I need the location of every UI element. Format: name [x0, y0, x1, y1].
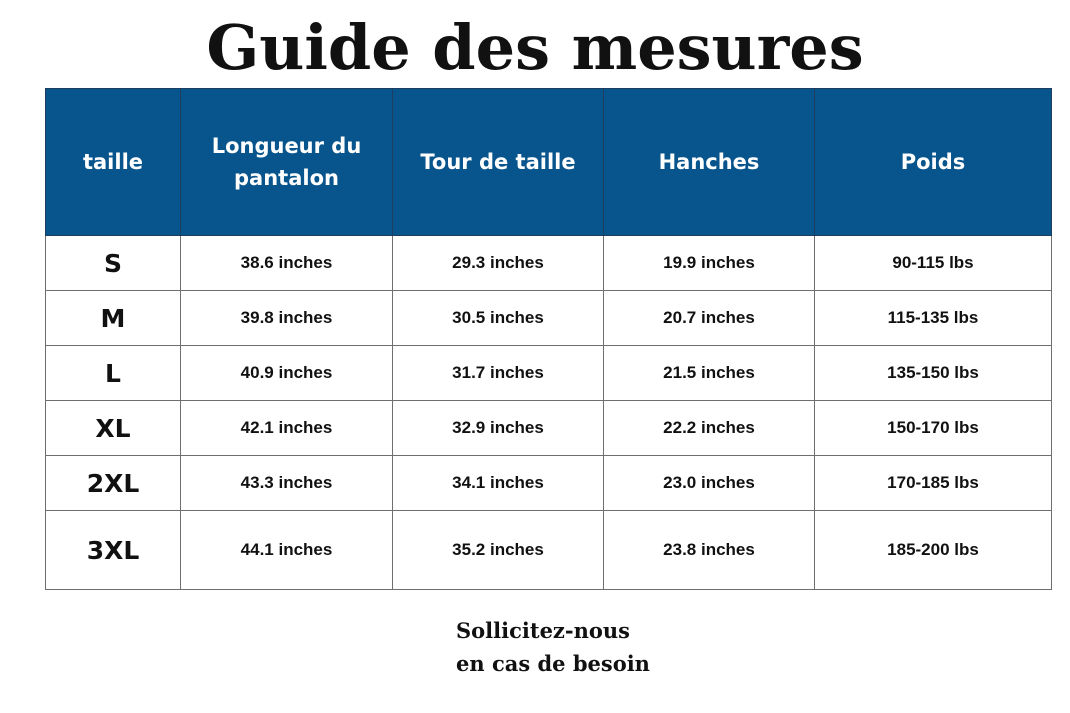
weight-cell: 150-170 lbs [815, 401, 1052, 456]
waist-cell: 35.2 inches [393, 511, 604, 590]
waist-cell: 31.7 inches [393, 346, 604, 401]
weight-cell: 185-200 lbs [815, 511, 1052, 590]
table-row [46, 511, 1052, 590]
weight-cell: 135-150 lbs [815, 346, 1052, 401]
size-cell: S [46, 236, 181, 291]
contact-note-line: en cas de besoin [456, 651, 650, 676]
hips-cell: 19.9 inches [604, 236, 815, 291]
pant-length-cell: 38.6 inches [181, 236, 393, 291]
size-cell: XL [46, 401, 181, 456]
column-header-hips: Hanches [604, 89, 815, 236]
size-cell: M [46, 291, 181, 346]
waist-cell: 34.1 inches [393, 456, 604, 511]
header-row [46, 89, 1052, 236]
weight-cell: 115-135 lbs [815, 291, 1052, 346]
table-row [46, 236, 1052, 291]
waist-cell: 32.9 inches [393, 401, 604, 456]
pant-length-cell: 42.1 inches [181, 401, 393, 456]
waist-cell: 30.5 inches [393, 291, 604, 346]
pant-length-cell: 44.1 inches [181, 511, 393, 590]
waist-cell: 29.3 inches [393, 236, 604, 291]
weight-cell: 170-185 lbs [815, 456, 1052, 511]
hips-cell: 23.8 inches [604, 511, 815, 590]
table-row [46, 346, 1052, 401]
weight-cell: 90-115 lbs [815, 236, 1052, 291]
column-header-pant-length: Longueur du pantalon [181, 89, 393, 236]
table-row [46, 456, 1052, 511]
hips-cell: 21.5 inches [604, 346, 815, 401]
hips-cell: 22.2 inches [604, 401, 815, 456]
table-row [46, 401, 1052, 456]
column-header-weight: Poids [815, 89, 1052, 236]
pant-length-cell: 39.8 inches [181, 291, 393, 346]
size-guide-table [45, 88, 1052, 590]
column-header-size: taille [46, 89, 181, 236]
column-header-waist: Tour de taille [393, 89, 604, 236]
table-row [46, 291, 1052, 346]
hips-cell: 20.7 inches [604, 291, 815, 346]
size-cell: L [46, 346, 181, 401]
size-cell: 2XL [46, 456, 181, 511]
contact-note-line: Sollicitez-nous [456, 618, 630, 643]
size-cell: 3XL [46, 511, 181, 590]
contact-note [456, 614, 650, 680]
page-title: Guide des mesures [206, 11, 864, 84]
hips-cell: 23.0 inches [604, 456, 815, 511]
pant-length-cell: 43.3 inches [181, 456, 393, 511]
pant-length-cell: 40.9 inches [181, 346, 393, 401]
